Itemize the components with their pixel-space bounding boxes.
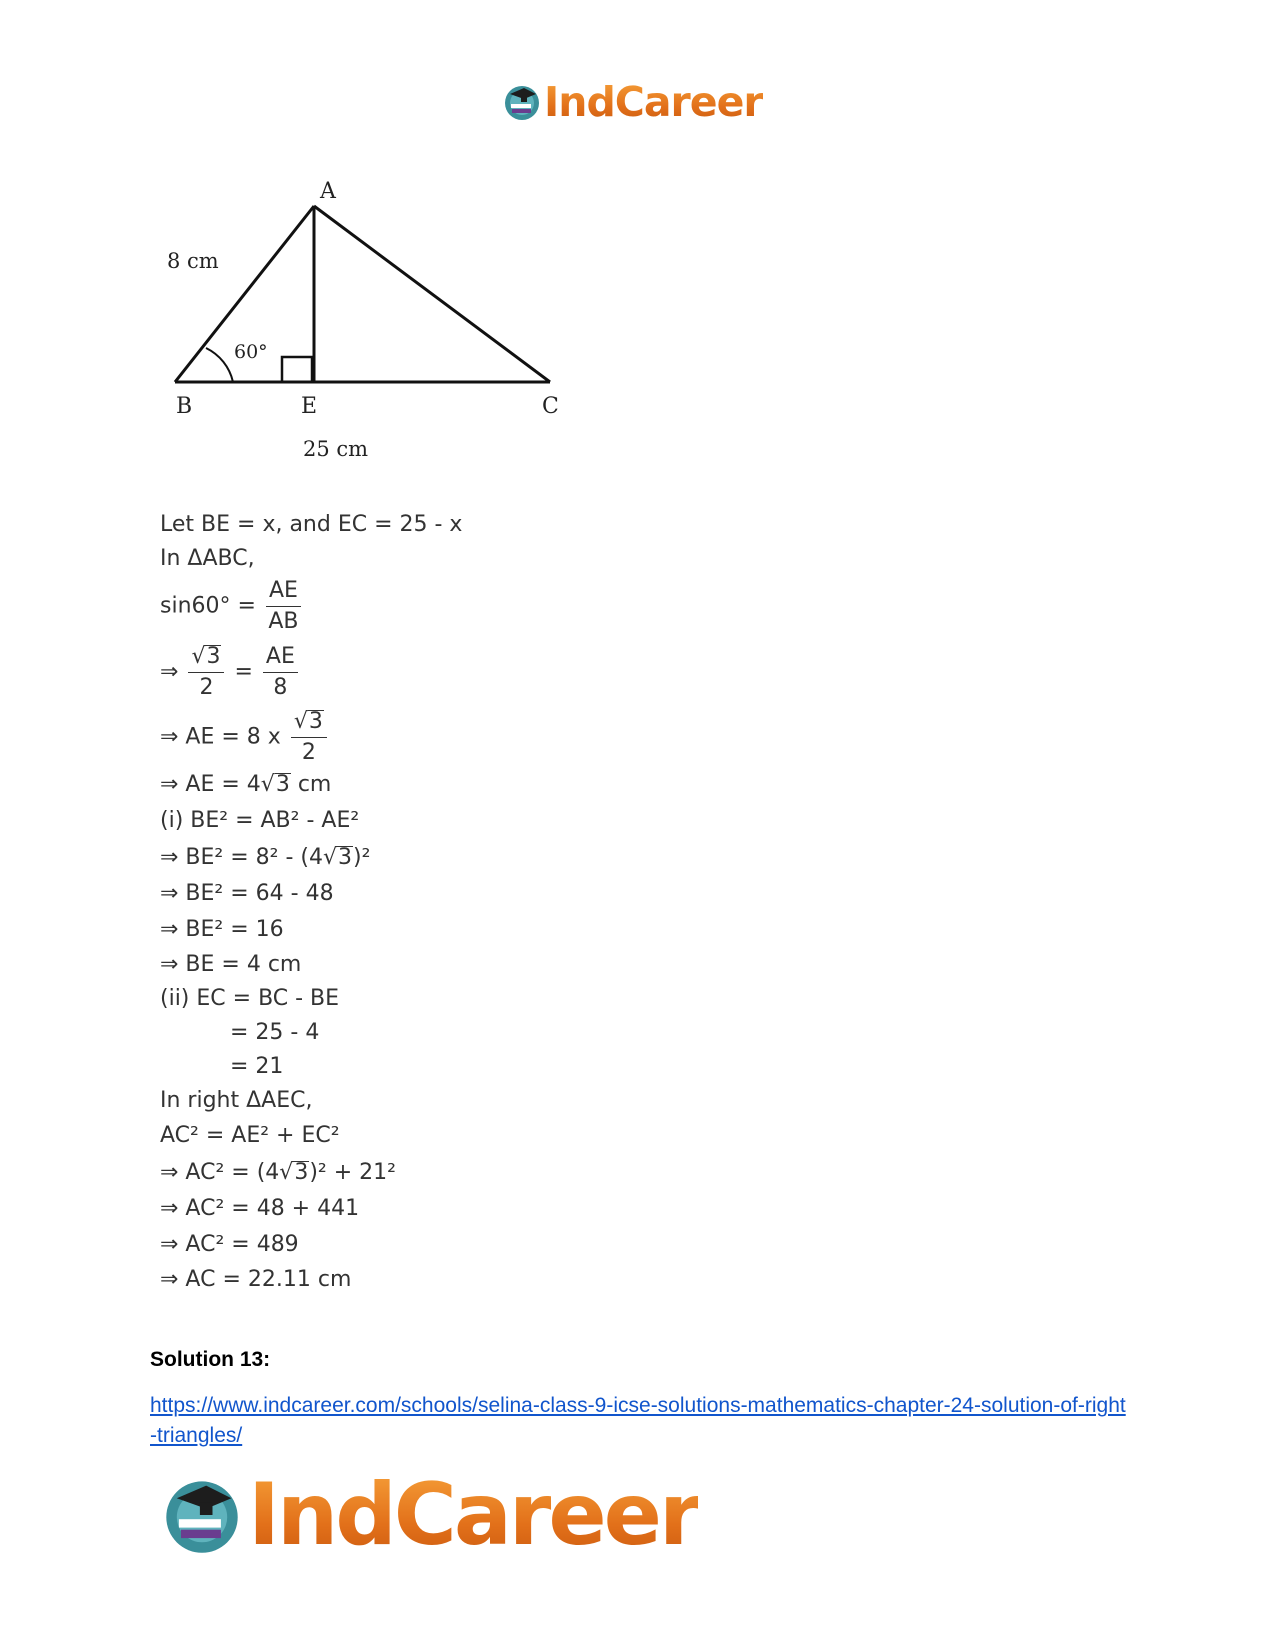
solution-line: In right ΔAEC, <box>160 1088 313 1113</box>
denominator: 2 <box>301 740 316 765</box>
solution-line: Let BE = x, and EC = 25 - x <box>160 512 463 537</box>
sin-expression: sin60° = <box>160 593 256 619</box>
solution-line: ⇒ AE = 4√3 cm <box>160 772 332 797</box>
vertex-b-label: B <box>176 394 193 419</box>
fraction <box>263 644 298 701</box>
logo-text: IndCareer <box>248 1465 699 1565</box>
solution-line: = 21 <box>230 1054 284 1079</box>
equals-sign: = <box>234 659 253 685</box>
vertex-c-label: C <box>542 394 559 419</box>
graduation-cap-books-icon <box>160 1473 244 1557</box>
solution-line: (ii) EC = BC - BE <box>160 986 340 1011</box>
implies-symbol: ⇒ <box>160 659 179 685</box>
fraction <box>291 709 327 766</box>
graduation-cap-books-icon <box>502 82 542 122</box>
solution-line: = 25 - 4 <box>230 1020 320 1045</box>
square-root: √3 <box>260 772 290 797</box>
fraction <box>266 578 301 635</box>
angle-arc <box>206 348 233 382</box>
square-root: √3 <box>322 845 353 870</box>
solution-line: ⇒ BE² = 8² - (4√3)² <box>160 845 371 870</box>
solution-line: In ΔABC, <box>160 546 255 571</box>
fraction <box>188 644 224 701</box>
logo-text: IndCareer <box>544 78 763 126</box>
solution-line: ⇒ AC² = 489 <box>160 1232 299 1257</box>
triangle-figure <box>150 180 610 480</box>
square-root: √3 <box>191 644 221 669</box>
solution-line: (i) BE² = AB² - AE² <box>160 808 360 833</box>
square-root: √3 <box>279 1160 309 1185</box>
vertex-e-label: E <box>301 394 318 419</box>
solution-line <box>160 644 301 701</box>
solution-line: ⇒ AC = 22.11 cm <box>160 1267 352 1292</box>
solution-line: ⇒ BE² = 64 - 48 <box>160 881 334 906</box>
solution-line: ⇒ AE = 8 x $\frac{√3}{2}$ <box>160 709 330 766</box>
denominator: 2 <box>199 675 214 700</box>
side-bc-label: 25 cm <box>303 437 369 461</box>
square-root: √3 <box>293 709 323 734</box>
indcareer-logo-top <box>502 78 763 126</box>
solution-heading: Solution 13: <box>150 1348 271 1371</box>
numerator: AE <box>263 644 298 673</box>
angle-b-label: 60° <box>234 341 268 363</box>
solution-line: ⇒ AC² = 48 + 441 <box>160 1196 360 1221</box>
denominator: 8 <box>273 675 288 700</box>
side-ab-label: 8 cm <box>167 249 219 273</box>
solution-line: ⇒ BE² = 16 <box>160 917 284 942</box>
solution-line: AC² = AE² + EC² <box>160 1123 340 1148</box>
denominator: AB <box>268 609 299 634</box>
indcareer-logo-bottom <box>160 1465 698 1565</box>
solution-link[interactable]: https://www.indcareer.com/schools/selina-class-9-icse-solutions-mathematics-chapter-24-solution-of-right-triangles/ <box>150 1394 1126 1447</box>
solution-line <box>160 578 304 635</box>
solution-line: ⇒ AC² = (4√3)² + 21² <box>160 1160 396 1185</box>
right-angle-marker <box>282 357 312 382</box>
side-ac <box>314 206 550 382</box>
vertex-a-label: A <box>320 180 336 204</box>
numerator: AE <box>266 578 301 607</box>
solution-line: ⇒ BE = 4 cm <box>160 952 302 977</box>
